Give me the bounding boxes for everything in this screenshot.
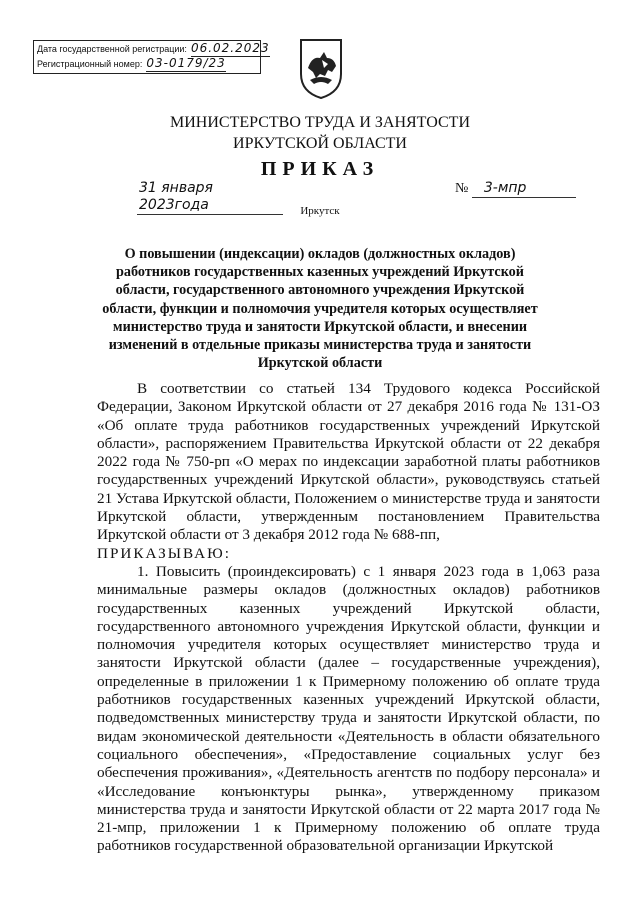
registration-date-row	[37, 41, 270, 57]
order-number-value: 3-мпр	[472, 180, 576, 198]
ministry-line-2: ИРКУТСКОЙ ОБЛАСТИ	[233, 135, 407, 152]
registration-number-row	[37, 57, 257, 72]
registration-number-value: 03-0179/23	[146, 56, 226, 70]
order-number	[455, 180, 576, 198]
number-sign: №	[455, 181, 469, 196]
registration-date-label: Дата государственной регистрации:	[37, 44, 187, 54]
registration-stamp	[33, 40, 270, 74]
preamble-paragraph: В соответствии со статьей 134 Трудового кодекса Российской Федерации, Законом Иркутской области от 27 декабря 2016 года № 131-ОЗ «Об оплате труда работников государственных учреждений Иркутской области», распоряжением Правительства Иркутской области от 22 декабря 2022 года № 750-рп «О мерах по индексации заработной платы работников государственных учреждений Иркутской области», руководствуясь статьей 21 Устава Иркутской области, Положением о министерстве труда и занятости Иркутской области, утвержденным постановлением Правительства Иркутской области от 3 декабря 2012 года № 688-пп,	[97, 380, 600, 544]
coat-of-arms-icon	[298, 38, 344, 100]
city: Иркутск	[300, 205, 340, 217]
ministry-line-1: МИНИСТЕРСТВО ТРУДА И ЗАНЯТОСТИ	[170, 114, 470, 131]
order-date: 31 января 2023года	[137, 180, 283, 215]
item-1-paragraph: 1. Повысить (проиндексировать) с 1 января 2023 года в 1,063 раза минимальные размеры окладов (должностных окладов) работников государственных казенных учреждений Иркутской области, государственного автономного учреждения Иркутской области, функции и полномочия учредителя которых осуществляет министерство труда и занятости Иркутской области (далее – государственные учреждения), определенные в приложении 1 к Примерному положению об оплате труда работников государственных казенных учреждений Иркутской области, подведомственных министерству труда и занятости Иркутской области, по видам экономической деятельности «Деятельность в области обязательного социального обеспечения», «Предоставление социальных услуг без обеспечения проживания», «Деятельность агентств по подбору персонала» и «Исследование конъюнктуры рынка», утвержденному приказом министерства труда и занятости Иркутской области от 22 марта 2017 года № 21-мпр, приложении 1 к Примерному положению об оплате труда работников государственной образовательной организации Иркутской	[97, 562, 600, 855]
order-word: ПРИКАЗЫВАЮ:	[97, 544, 231, 562]
registration-number-label: Регистрационный номер:	[37, 59, 143, 69]
document-type: ПРИКАЗ	[260, 158, 380, 180]
registration-date-value: 06.02.2023	[190, 41, 270, 55]
ministry-name	[0, 112, 640, 154]
document-title: О повышении (индексации) окладов (должностных окладов) работников государственных казенных учреждений Иркутской области, государственного автономного учреждения Иркутской области, функции и полномочия учредителя которых осуществляет министерство труда и занятости Иркутской области, и внесении изменений в отдельные приказы министерства труда и занятости Иркутской области	[102, 246, 538, 372]
document-body	[97, 380, 600, 856]
